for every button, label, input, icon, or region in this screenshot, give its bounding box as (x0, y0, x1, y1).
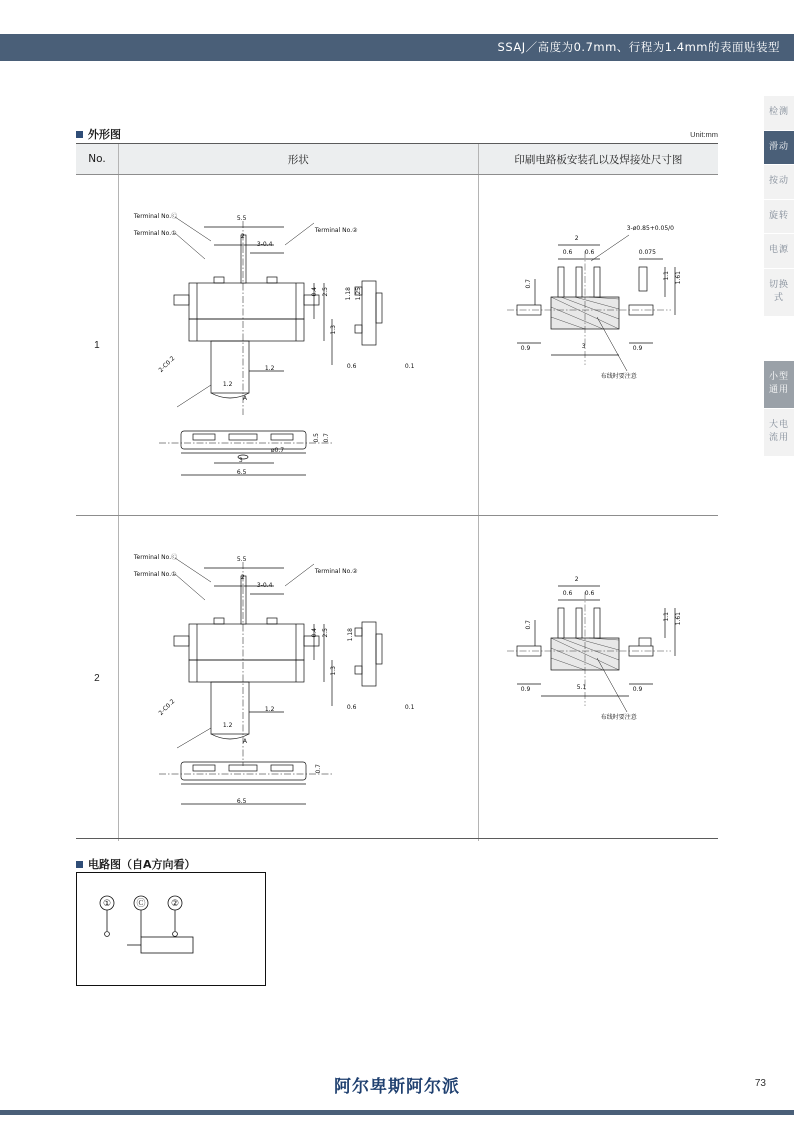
dim-3-04-2: 3-0.4 (256, 582, 273, 589)
side-tab-rotary[interactable]: 旋转 (764, 200, 794, 235)
dim-5-5-1: 5.5 (236, 215, 247, 222)
pcb-dim-5-1-2: 5.1 (576, 684, 587, 691)
row-2-pcb-drawing (479, 516, 718, 841)
outline-table-header (76, 143, 718, 175)
pcb-dim-2-1: 2 (574, 235, 579, 242)
row-no-2: 2 (76, 516, 119, 841)
dim-0-7-2: 0.7 (314, 764, 322, 774)
side-tab-slide[interactable]: 滑动 (764, 131, 794, 166)
dim-0-4-1: 0.4 (310, 287, 318, 297)
dim-0-6-2: 0.6 (346, 704, 357, 711)
pcb-dim-3-1: 3 (581, 343, 586, 350)
dim-6-5-2: 6.5 (236, 798, 247, 805)
dim-0-1-1: 0.1 (404, 363, 415, 370)
pcb-dim-2-2: 2 (574, 576, 579, 583)
dim-1-2a-1: 1.2 (264, 365, 275, 372)
dim-1-3-2: 1.3 (329, 666, 337, 676)
circuit-terminal-2: ② (170, 899, 180, 909)
pcb-dim-0-7-1: 0.7 (524, 279, 532, 289)
view-mark-a-2: A (242, 738, 247, 745)
circuit-terminal-1: ① (102, 899, 112, 909)
footer-rule (0, 1110, 794, 1115)
side-tab-push[interactable]: 按动 (764, 165, 794, 200)
header-rule (0, 60, 794, 61)
square-bullet-icon (76, 131, 83, 138)
outline-table-bottom-rule (76, 838, 718, 839)
pcb-dim-1-1-2: 1.1 (662, 612, 670, 622)
column-header-pcb: 印刷电路板安装孔以及焊接处尺寸图 (514, 153, 683, 166)
side-tab-power[interactable]: 电源 (764, 234, 794, 269)
page-header-title: SSAJ／高度为0.7mm、行程为1.4mm的表面贴装型 (497, 40, 780, 54)
label-terminal-c-1: Terminal No.Ⓒ (133, 213, 178, 220)
side-tab-small-general[interactable]: 小型通用 (764, 361, 794, 409)
side-tab-high-current[interactable]: 大电流用 (764, 409, 794, 457)
square-bullet-icon (76, 861, 83, 868)
pcb-dim-1-1-1: 1.1 (662, 271, 670, 281)
pcb-dim-1-61-2: 1.61 (674, 612, 682, 626)
circuit-terminal-c: Ⓒ (136, 899, 146, 909)
dim-6-5-1: 6.5 (236, 469, 247, 476)
dim-1-3-1: 1.3 (329, 325, 337, 335)
dim-1-18-2: 1.18 (346, 628, 354, 642)
label-terminal-c-2: Terminal No.Ⓒ (133, 554, 178, 561)
pcb-dim-0-9a-1: 0.9 (520, 345, 531, 352)
column-header-shape: 形状 (119, 144, 479, 174)
pcb-note-1: 布线时要注意 (600, 373, 637, 380)
pcb-drawing-svg-1 (479, 175, 719, 515)
page-header-band (0, 34, 794, 60)
unit-label: Unit:mm (690, 130, 718, 139)
pcb-dim-0-6b-2: 0.6 (584, 590, 595, 597)
dim-0-6-1: 0.6 (346, 363, 357, 370)
pcb-dim-0-9b-2: 0.9 (632, 686, 643, 693)
side-tab-detect[interactable]: 检测 (764, 96, 794, 131)
dim-0-1-2: 0.1 (404, 704, 415, 711)
dim-1-2a-2: 1.2 (264, 706, 275, 713)
page-number: 73 (754, 1078, 766, 1089)
pcb-dim-0-6b-1: 0.6 (584, 249, 595, 256)
circuit-diagram (76, 872, 266, 986)
side-tab-toggle[interactable]: 切换式 (764, 269, 794, 317)
pcb-dim-0-9b-1: 0.9 (632, 345, 643, 352)
dim-0-7-1: 0.7 (322, 433, 330, 443)
brand-logo: 阿尔卑斯阿尔派 (334, 1077, 460, 1097)
view-mark-a-1: A (242, 395, 247, 402)
outline-table (76, 143, 718, 841)
dim-2-2: 2 (240, 574, 245, 581)
dim-0-4-2: 0.4 (310, 628, 318, 638)
dim-3-04-1: 3-0.4 (256, 241, 273, 248)
dim-2-c02-2: 2-C0.2 (157, 698, 177, 717)
pcb-dim-0-6a-2: 0.6 (562, 590, 573, 597)
pcb-dim-1-61-1: 1.61 (674, 271, 682, 285)
dim-0-5-1: 0.5 (312, 433, 320, 443)
label-terminal-1-2: Terminal No.① (133, 571, 177, 578)
dim-2-5-1: 2.5 (321, 287, 329, 297)
circuit-section-heading: 电路图（自A方向看） (76, 856, 196, 872)
label-terminal-2-1: Terminal No.② (314, 227, 358, 234)
table-row (76, 516, 718, 841)
pcb-dim-0-6a-1: 0.6 (562, 249, 573, 256)
dim-1-18-1: 1.18 (344, 287, 352, 301)
side-tab-strip (764, 96, 794, 457)
dim-3-1: 3 (238, 457, 243, 464)
row-1-shape-drawing (119, 175, 479, 515)
dim-1-2b-2: 1.2 (222, 722, 233, 729)
table-row (76, 175, 718, 516)
column-header-no: No. (76, 144, 119, 174)
shape-drawing-svg-2 (119, 516, 479, 841)
pcb-dim-0-7-2: 0.7 (524, 620, 532, 630)
dim-5-5-2: 5.5 (236, 556, 247, 563)
pcb-note-2: 布线时要注意 (600, 714, 637, 721)
outline-section-heading: 外形图 (76, 126, 121, 142)
dim-2-1: 2 (240, 233, 245, 240)
shape-drawing-svg-1 (119, 175, 479, 515)
label-terminal-2-2: Terminal No.② (314, 568, 358, 575)
row-2-shape-drawing (119, 516, 479, 841)
dim-2-c02-1: 2-C0.2 (157, 355, 177, 374)
row-no-1: 1 (76, 175, 119, 515)
circuit-diagram-svg (77, 873, 263, 983)
pcb-dim-0-075-1: 0.075 (638, 249, 656, 256)
pcb-drawing-svg-2 (479, 516, 719, 841)
pcb-dim-0-9a-2: 0.9 (520, 686, 531, 693)
pcb-hole-spec-1: 3-ø0.85+0.05/0 (626, 225, 674, 232)
dim-2-5-2: 2.5 (321, 628, 329, 638)
dim-1-25-1: 1.25 (354, 287, 362, 301)
dim-phi-0-7-1: ø0.7 (270, 447, 285, 454)
dim-1-2b-1: 1.2 (222, 381, 233, 388)
row-1-pcb-drawing (479, 175, 718, 515)
label-terminal-1-1: Terminal No.① (133, 230, 177, 237)
